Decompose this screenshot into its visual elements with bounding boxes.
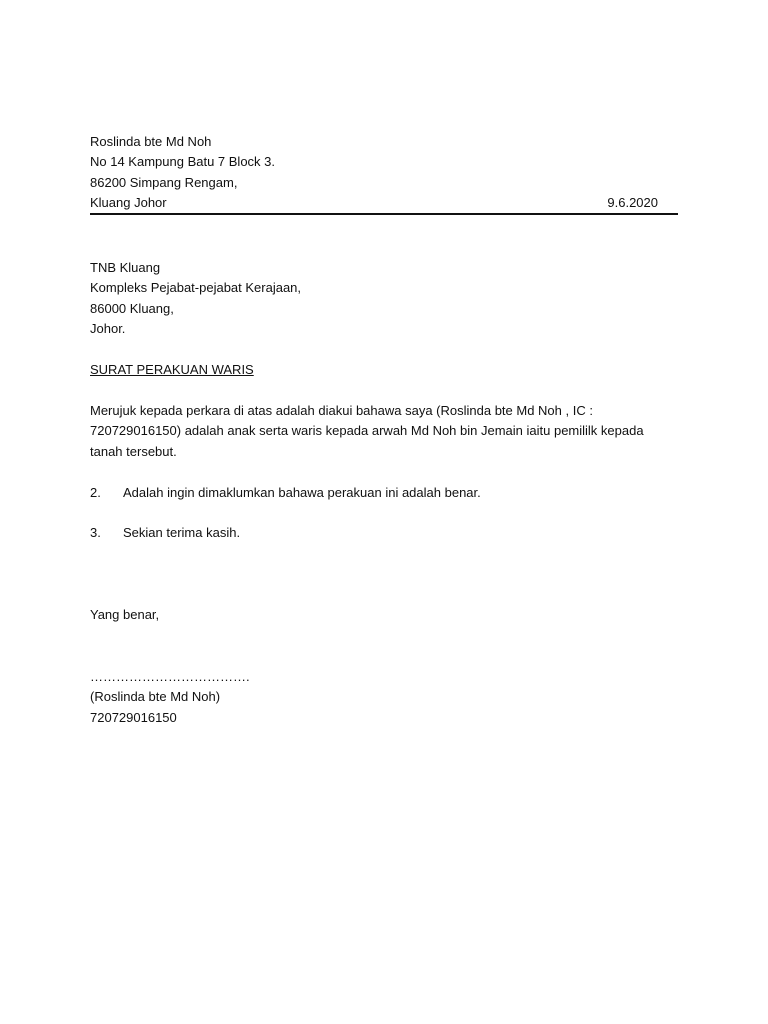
letter-date: 9.6.2020: [607, 195, 658, 210]
item-text: Sekian terima kasih.: [123, 525, 241, 540]
recipient-line3: 86000 Kluang,: [90, 301, 174, 316]
letter-subject: SURAT PERAKUAN WARIS: [90, 362, 254, 377]
paragraph1-line2: 720729016150) adalah anak serta waris kepada arwah Md Noh bin Jemain iaitu pemililk kepada: [90, 423, 644, 438]
sender-name: Roslinda bte Md Noh: [90, 134, 212, 149]
signer-name: (Roslinda bte Md Noh): [90, 689, 221, 704]
item-number: 2.: [90, 485, 101, 500]
closing-salutation: Yang benar,: [90, 607, 160, 622]
header-divider: [90, 213, 678, 215]
sender-address-line1: No 14 Kampung Batu 7 Block 3.: [90, 154, 276, 169]
paragraph1-line1: Merujuk kepada perkara di atas adalah diakui bahawa saya (Roslinda bte Md Noh , IC :: [90, 403, 593, 418]
sender-address-line2: 86200 Simpang Rengam,: [90, 175, 238, 190]
signer-ic: 720729016150: [90, 710, 177, 725]
numbered-item-2: [90, 483, 481, 503]
paragraph1-line3: tanah tersebut.: [90, 444, 177, 459]
recipient-line2: Kompleks Pejabat-pejabat Kerajaan,: [90, 280, 302, 295]
sender-address-line3: Kluang Johor: [90, 195, 167, 210]
numbered-item-3: [90, 523, 240, 543]
recipient-line1: TNB Kluang: [90, 260, 161, 275]
signature-line: ……………………………….: [90, 669, 250, 684]
item-text: Adalah ingin dimaklumkan bahawa perakuan ini adalah benar.: [123, 485, 481, 500]
item-number: 3.: [90, 525, 101, 540]
recipient-line4: Johor.: [90, 321, 126, 336]
